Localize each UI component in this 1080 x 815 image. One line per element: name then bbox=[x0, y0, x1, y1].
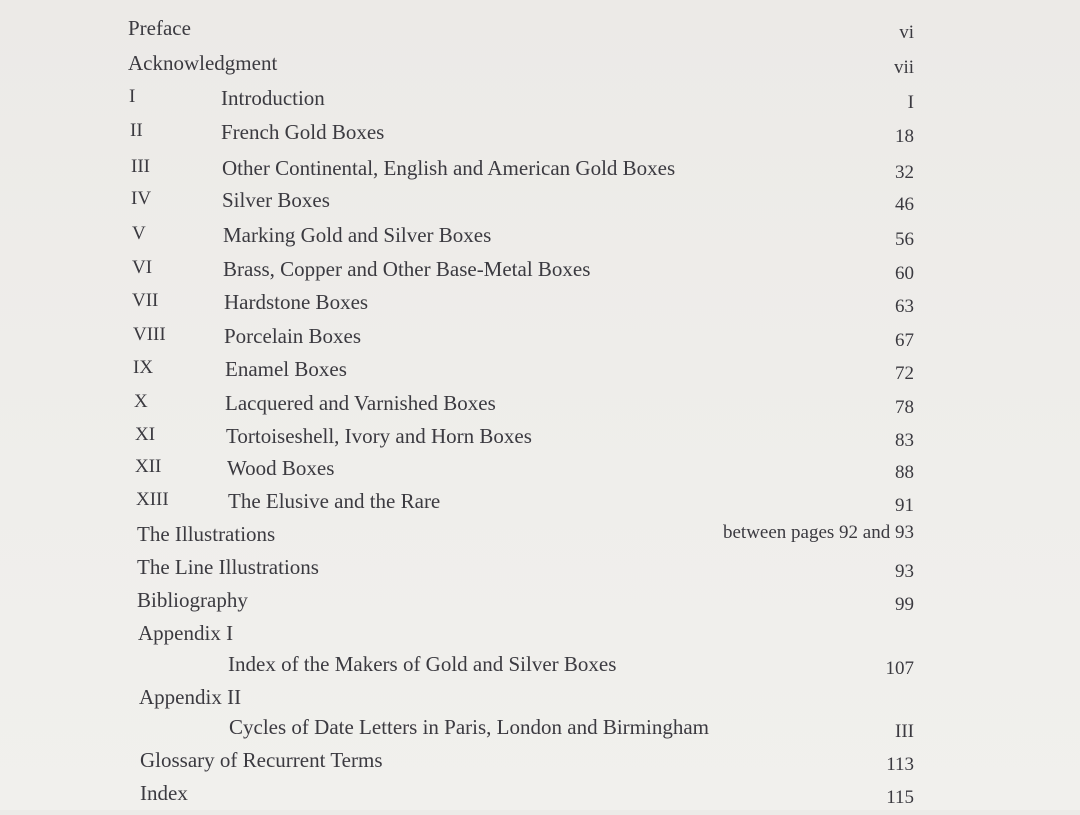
chapter-number: XIII bbox=[136, 489, 169, 510]
entry-page: III bbox=[895, 721, 914, 742]
chapter-title: Brass, Copper and Other Base-Metal Boxes bbox=[223, 257, 591, 281]
chapter-page: I bbox=[907, 92, 914, 113]
chapter-title: Marking Gold and Silver Boxes bbox=[223, 223, 492, 247]
toc-chapter-row bbox=[0, 120, 1080, 154]
entry-page: 107 bbox=[885, 658, 914, 679]
chapter-title: The Elusive and the Rare bbox=[228, 489, 441, 513]
chapter-page: 46 bbox=[895, 194, 914, 215]
entry-page: between pages 92 and 93 bbox=[723, 522, 914, 543]
chapter-number: IX bbox=[133, 357, 154, 378]
toc-chapter-row bbox=[0, 223, 1080, 257]
toc-chapter-row bbox=[0, 188, 1080, 222]
toc-chapter-row bbox=[0, 86, 1080, 120]
entry-title: Preface bbox=[128, 16, 191, 40]
entry-page: 115 bbox=[886, 787, 914, 808]
toc-entry-glossary bbox=[0, 748, 1080, 782]
toc-entry-appendix-2-sub bbox=[0, 715, 1080, 749]
toc-entry-appendix-1-sub bbox=[0, 652, 1080, 686]
entry-subtitle: Cycles of Date Letters in Paris, London and Birmingham bbox=[229, 715, 709, 739]
toc-entry-illustrations bbox=[0, 522, 1080, 556]
entry-page: 113 bbox=[886, 754, 914, 775]
entry-title: Appendix II bbox=[139, 685, 242, 709]
entry-page: 93 bbox=[895, 561, 914, 582]
entry-title: Appendix I bbox=[138, 621, 234, 645]
toc-entry-appendix-2 bbox=[0, 685, 1080, 719]
chapter-title: Other Continental, English and American Gold Boxes bbox=[222, 156, 676, 180]
chapter-number: XII bbox=[135, 456, 162, 477]
chapter-title: Lacquered and Varnished Boxes bbox=[225, 391, 496, 415]
chapter-number: V bbox=[132, 223, 146, 244]
chapter-number: III bbox=[131, 156, 150, 177]
chapter-title: Hardstone Boxes bbox=[224, 290, 369, 314]
chapter-number: VII bbox=[132, 290, 159, 311]
chapter-page: 88 bbox=[895, 462, 914, 483]
toc-chapter-row bbox=[0, 257, 1080, 291]
chapter-number: X bbox=[134, 391, 148, 412]
toc-chapter-row bbox=[0, 156, 1080, 190]
chapter-page: 60 bbox=[895, 263, 914, 284]
toc-chapter-row bbox=[0, 290, 1080, 324]
chapter-number: IV bbox=[131, 188, 152, 209]
chapter-page: 83 bbox=[895, 430, 914, 451]
chapter-number: VIII bbox=[133, 324, 166, 345]
toc-chapter-row bbox=[0, 324, 1080, 358]
entry-title: Acknowledgment bbox=[128, 51, 278, 75]
toc-chapter-row bbox=[0, 489, 1080, 523]
chapter-page: 72 bbox=[895, 363, 914, 384]
toc-chapter-row bbox=[0, 357, 1080, 391]
chapter-page: 32 bbox=[895, 162, 914, 183]
chapter-number: VI bbox=[132, 257, 153, 278]
entry-subtitle: Index of the Makers of Gold and Silver Boxes bbox=[228, 652, 617, 676]
entry-title: Bibliography bbox=[137, 588, 248, 612]
chapter-number: XI bbox=[135, 424, 156, 445]
entry-page: vi bbox=[899, 22, 914, 43]
toc-entry-bibliography bbox=[0, 588, 1080, 622]
chapter-title: Introduction bbox=[221, 86, 325, 110]
chapter-title: French Gold Boxes bbox=[221, 120, 385, 144]
chapter-page: 91 bbox=[895, 495, 914, 516]
chapter-number: I bbox=[129, 86, 136, 107]
toc-chapter-row bbox=[0, 424, 1080, 458]
chapter-page: 18 bbox=[895, 126, 914, 147]
chapter-title: Tortoiseshell, Ivory and Horn Boxes bbox=[226, 424, 532, 448]
chapter-number: II bbox=[130, 120, 143, 141]
toc-chapter-row bbox=[0, 456, 1080, 490]
entry-title: Glossary of Recurrent Terms bbox=[140, 748, 383, 772]
entry-title: The Illustrations bbox=[137, 522, 276, 546]
toc-entry-preface bbox=[0, 16, 1080, 50]
entry-title: Index bbox=[140, 781, 188, 805]
toc-entry-appendix-1 bbox=[0, 621, 1080, 655]
chapter-title: Wood Boxes bbox=[227, 456, 335, 480]
toc-entry-acknowledgment bbox=[0, 51, 1080, 85]
entry-title: The Line Illustrations bbox=[137, 555, 319, 579]
chapter-page: 78 bbox=[895, 397, 914, 418]
chapter-title: Silver Boxes bbox=[222, 188, 330, 212]
chapter-title: Enamel Boxes bbox=[225, 357, 347, 381]
chapter-title: Porcelain Boxes bbox=[224, 324, 362, 348]
chapter-page: 67 bbox=[895, 330, 914, 351]
chapter-page: 56 bbox=[895, 229, 914, 250]
chapter-page: 63 bbox=[895, 296, 914, 317]
entry-page: vii bbox=[893, 57, 914, 78]
toc-entry-line-illustrations bbox=[0, 555, 1080, 589]
entry-page: 99 bbox=[895, 594, 914, 615]
toc-chapter-row bbox=[0, 391, 1080, 425]
